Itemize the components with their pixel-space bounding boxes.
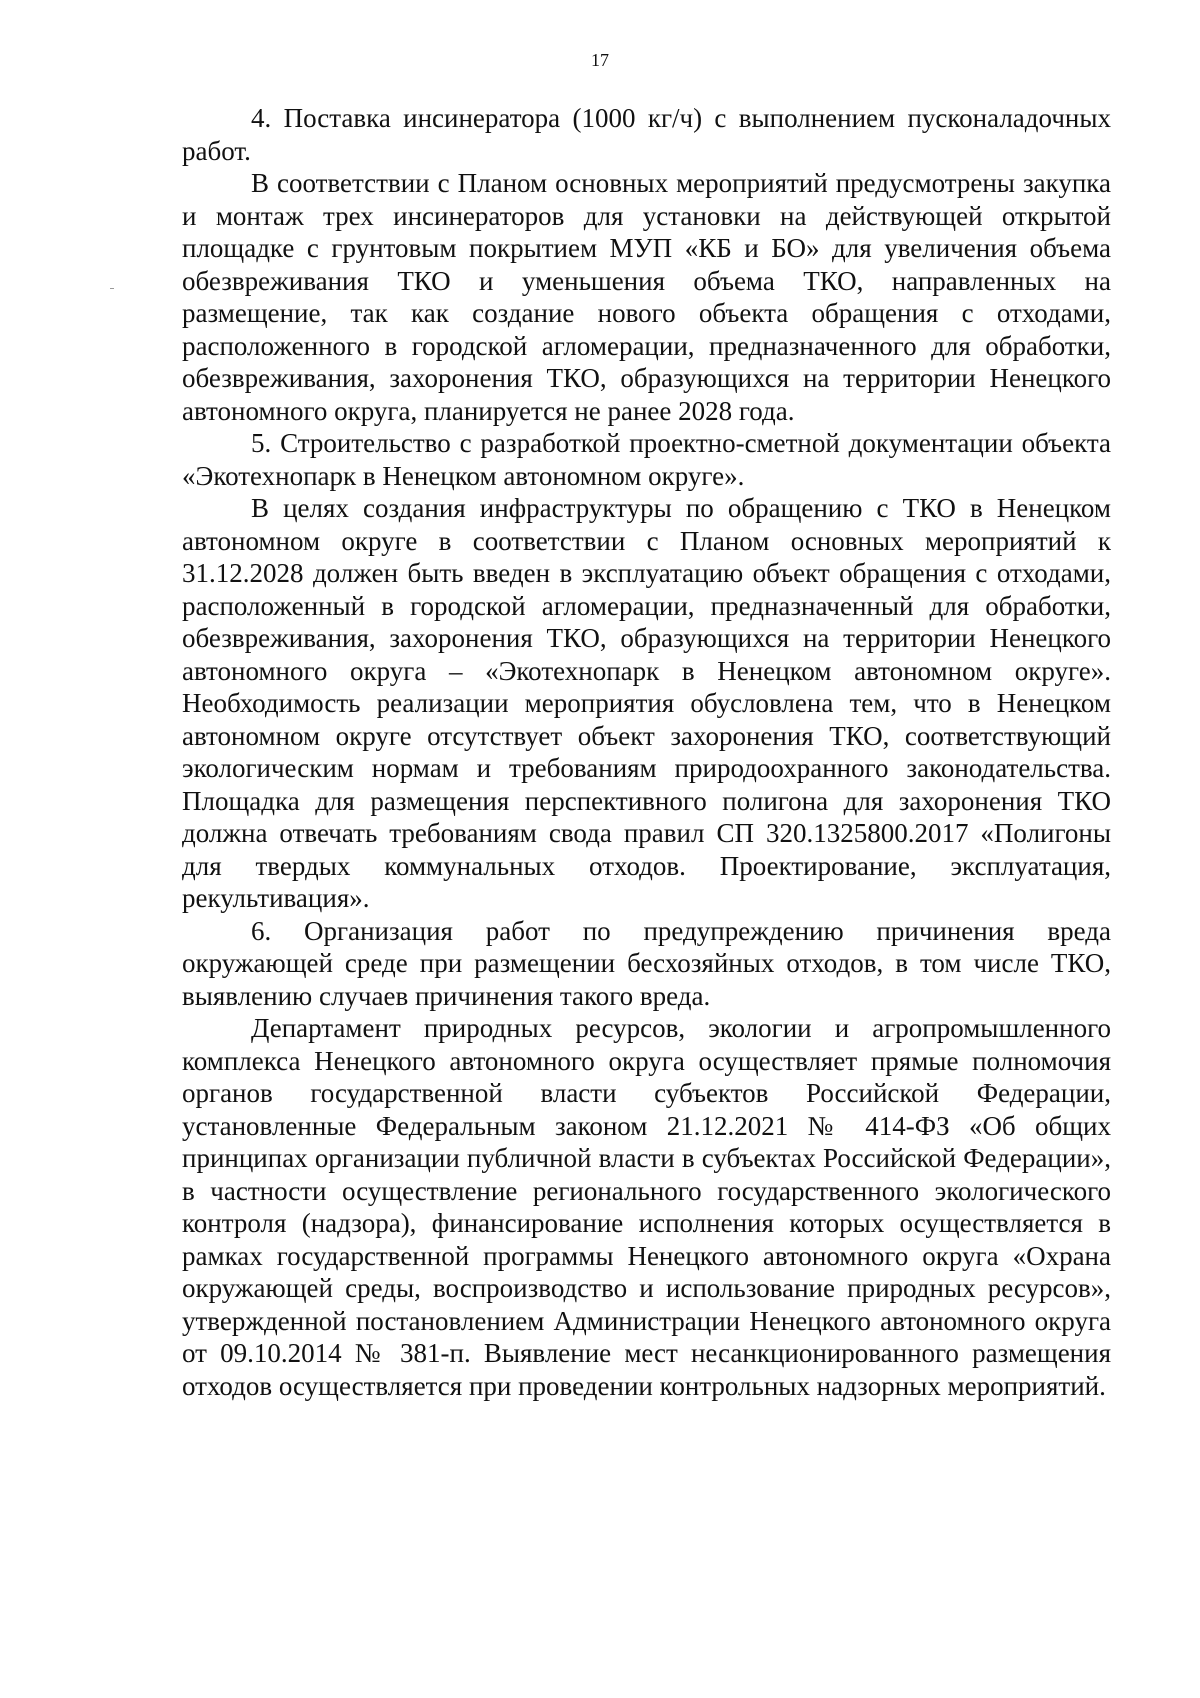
paragraph-item-5-ecotechnopark: 5. Строительство с разработкой проектно-сметной документации объекта «Экотехнопарк в Ненецком автономном округе». [182,428,1111,491]
paragraph-item-4-incinerator: 4. Поставка инсинератора (1000 кг/ч) с выполнением пусконаладочных работ. [182,103,1111,166]
paragraph-ecotechnopark-details: В целях создания инфраструктуры по обращению с ТКО в Ненецком автономном округе в соответствии с Планом основных мероприятий к 31.12.2028 должен быть введен в эксплуатацию объект обращения с отходами, расположенный в городской агломерации, предназначенный для обработки, обезвреживания, захоронения ТКО, образующихся на территории Ненецкого автономного округа – «Экотехнопарк в Ненецком автономном округе». Необходимость реализации мероприятия обусловлена тем, что в Ненецком автономном округе отсутствует объект захоронения ТКО, соответствующий экологическим нормам и требованиям природоохранного законодательства. Площадка для размещения перспективного полигона для захоронения ТКО должна отвечать требованиям свода правил СП 320.1325800.2017 «Полигоны для твердых коммунальных отходов. Проектирование, эксплуатация, рекультивация». [182,493,1111,913]
page-number: 17 [591,50,609,70]
paragraph-department-authority: Департамент природных ресурсов, экологии и агропромышленного комплекса Ненецкого автономного округа осуществляет прямые полномочия органов государственной власти субъектов Российской Федерации, установленные Федеральным законом 21.12.2021 № 414-ФЗ «Об общих принципах организации публичной власти в субъектах Российской Федерации», в частности осуществление регионального государственного экологического контроля (надзора), финансирование исполнения которых осуществляется в рамках государственной программы Ненецкого автономного округа «Охрана окружающей среды, воспроизводство и использование природных ресурсов», утвержденной постановлением Администрации Ненецкого автономного округа от 09.10.2014 № 381-п. Выявление мест несанкционированного размещения отходов осуществляется при проведении контрольных надзорных мероприятий. [182,1013,1111,1401]
paragraph-item-6-prevention: 6. Организация работ по предупреждению причинения вреда окружающей среде при размещении бесхозяйных отходов, в том числе ТКО, выявлению случаев причинения такого вреда. [182,915,1111,1011]
scan-speck [110,288,114,289]
document-body [182,102,1111,1402]
paragraph-incinerator-plan: В соответствии с Планом основных мероприятий предусмотрены закупка и монтаж трех инсинераторов для установки на действующей открытой площадке с грунтовым покрытием МУП «КБ и БО» для увеличения объема обезвреживания ТКО и уменьшения объема ТКО, направленных на размещение, так как создание нового объекта обращения с отходами, расположенного в городской агломерации, предназначенного для обработки, обезвреживания, захоронения ТКО, образующихся на территории Ненецкого автономного округа, планируется не ранее 2028 года. [182,168,1111,426]
